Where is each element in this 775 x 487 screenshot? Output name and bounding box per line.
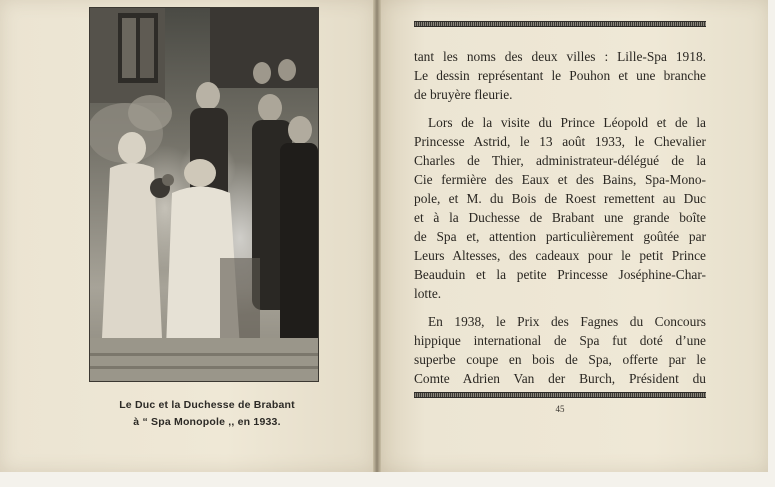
text-line: de Spa et, attention particulièrement goûtée par xyxy=(414,229,706,244)
text-line: Cie fermière des Eaux et des Bains, Spa-Mono- xyxy=(414,172,706,187)
book-gutter xyxy=(373,0,381,472)
text-line: En 1938, le Prix des Fagnes du Concours xyxy=(428,314,706,329)
paragraph xyxy=(414,47,706,104)
photograph-icon xyxy=(90,8,318,381)
text-line: hippique international de Spa fut doté d’une xyxy=(414,333,706,348)
text-line: Princesse Astrid, le 13 août 1933, le Chevalier xyxy=(414,134,706,149)
text-line: pole, et M. du Bois de Roest remettent au Duc xyxy=(414,191,706,206)
text-line: lotte. xyxy=(414,286,442,301)
photograph xyxy=(90,8,318,381)
scan-edge xyxy=(0,472,775,487)
paragraph xyxy=(414,113,706,303)
bottom-rule xyxy=(414,392,706,398)
text-line: de bruyère fleurie. xyxy=(414,87,513,102)
paragraph xyxy=(414,312,706,388)
scan-edge xyxy=(768,0,775,472)
text-line: superbe coupe en bois de Spa, offerte par le xyxy=(414,352,706,367)
text-line: Beauduin et la petite Princesse Joséphine-Char- xyxy=(414,267,706,282)
text-line: tant les noms des deux villes : Lille-Spa 1918. xyxy=(414,49,706,64)
text-line: Comte Adrien Van der Burch, Président du xyxy=(414,371,706,386)
top-rule xyxy=(414,21,706,27)
body-text xyxy=(414,47,706,397)
text-line: et à la Duchesse de Brabant une grande boîte xyxy=(414,210,706,225)
page-number: 45 xyxy=(555,404,565,414)
text-line: Le dessin représentant le Pouhon et une branche xyxy=(414,68,706,83)
caption-line-1: Le Duc et la Duchesse de Brabant xyxy=(119,399,295,411)
text-line: Charles de Thier, administrateur-délégué de la xyxy=(414,153,706,168)
photo-caption xyxy=(90,397,324,431)
text-line: Leurs Altesses, des cadeaux pour le petit Prince xyxy=(414,248,706,263)
text-line: Lors de la visite du Prince Léopold et de la xyxy=(428,115,706,130)
caption-line-2: à “ Spa Monopole ,, en 1933. xyxy=(133,416,281,428)
